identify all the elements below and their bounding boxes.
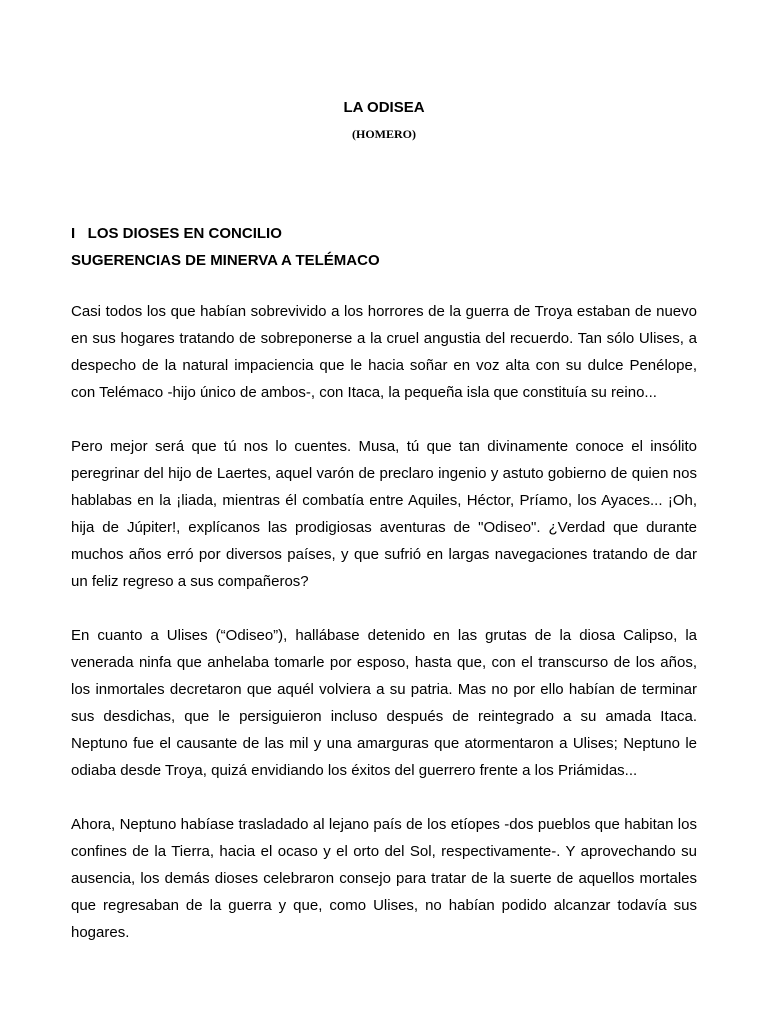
text-line: Casi todos los que habían sobrevivido a los horrores de la guerra de Troya estaban de nuevo bbox=[71, 303, 697, 320]
document-title: LA ODISEA bbox=[343, 99, 425, 116]
document-author: (HOMERO) bbox=[352, 127, 416, 141]
chapter-subheading-line: SUGERENCIAS DE MINERVA A TELÉMACO bbox=[71, 252, 380, 269]
chapter-heading-line: I LOS DIOSES EN CONCILIO bbox=[71, 225, 282, 242]
text-line: hablabas en la ¡liada, mientras él combatía entre Aquiles, Héctor, Príamo, los Ayaces... ¡Oh, bbox=[71, 492, 697, 509]
text-line: confines de la Tierra, hacia el ocaso y el orto del Sol, respectivamente-. Y aprovechando su bbox=[71, 843, 697, 860]
paragraph bbox=[71, 811, 697, 946]
text-line: En cuanto a Ulises (“Odiseo”), hallábase detenido en las grutas de la diosa Calipso, la bbox=[71, 627, 697, 644]
text-line: los inmortales decretaron que aquél volviera a su patria. Mas no por ello habían de terminar bbox=[71, 681, 697, 698]
text-line: Neptuno fue el causante de las mil y una amarguras que atormentaron a Ulises; Neptuno le bbox=[71, 735, 697, 752]
text-line: sus desdichas, que le persiguieron incluso después de reintegrado a su amada Itaca. bbox=[71, 708, 697, 725]
paragraph bbox=[71, 622, 697, 784]
text-line: venerada ninfa que anhelaba tomarle por esposo, hasta que, con el transcurso de los años, bbox=[71, 654, 697, 671]
body-text bbox=[71, 298, 697, 973]
text-line: en sus hogares tratando de sobreponerse a la cruel angustia del recuerdo. Tan sólo Ulises, a bbox=[71, 330, 697, 347]
text-line: que regresaban de la guerra y que, como Ulises, no habían podido alcanzar todavía sus bbox=[71, 897, 697, 914]
text-line: con Telémaco -hijo único de ambos-, con Itaca, la pequeña isla que constituía su reino... bbox=[71, 384, 657, 401]
text-line: despecho de la natural impaciencia que le hacia soñar en voz alta con su dulce Penélope, bbox=[71, 357, 697, 374]
text-line: un feliz regreso a sus compañeros? bbox=[71, 573, 309, 590]
paragraph bbox=[71, 298, 697, 406]
paragraph bbox=[71, 433, 697, 595]
text-line: ausencia, los demás dioses celebraron consejo para tratar de la suerte de aquellos mortales bbox=[71, 870, 697, 887]
text-line: Ahora, Neptuno habíase trasladado al lejano país de los etíopes -dos pueblos que habitan los bbox=[71, 816, 697, 833]
text-line: odiaba desde Troya, quizá envidiando los éxitos del guerrero frente a los Priámidas... bbox=[71, 762, 638, 779]
text-line: Pero mejor será que tú nos lo cuentes. Musa, tú que tan divinamente conoce el insólito bbox=[71, 438, 697, 455]
chapter-heading bbox=[71, 220, 697, 274]
text-line: hogares. bbox=[71, 924, 130, 941]
text-line: muchos años erró por diversos países, y que sufrió en largas navegaciones tratando de dar bbox=[71, 546, 697, 563]
text-line: peregrinar del hijo de Laertes, aquel varón de preclaro ingenio y astuto gobierno de quien nos bbox=[71, 465, 697, 482]
text-line: hija de Júpiter!, explícanos las prodigiosas aventuras de "Odiseo". ¿Verdad que durante bbox=[71, 519, 697, 536]
